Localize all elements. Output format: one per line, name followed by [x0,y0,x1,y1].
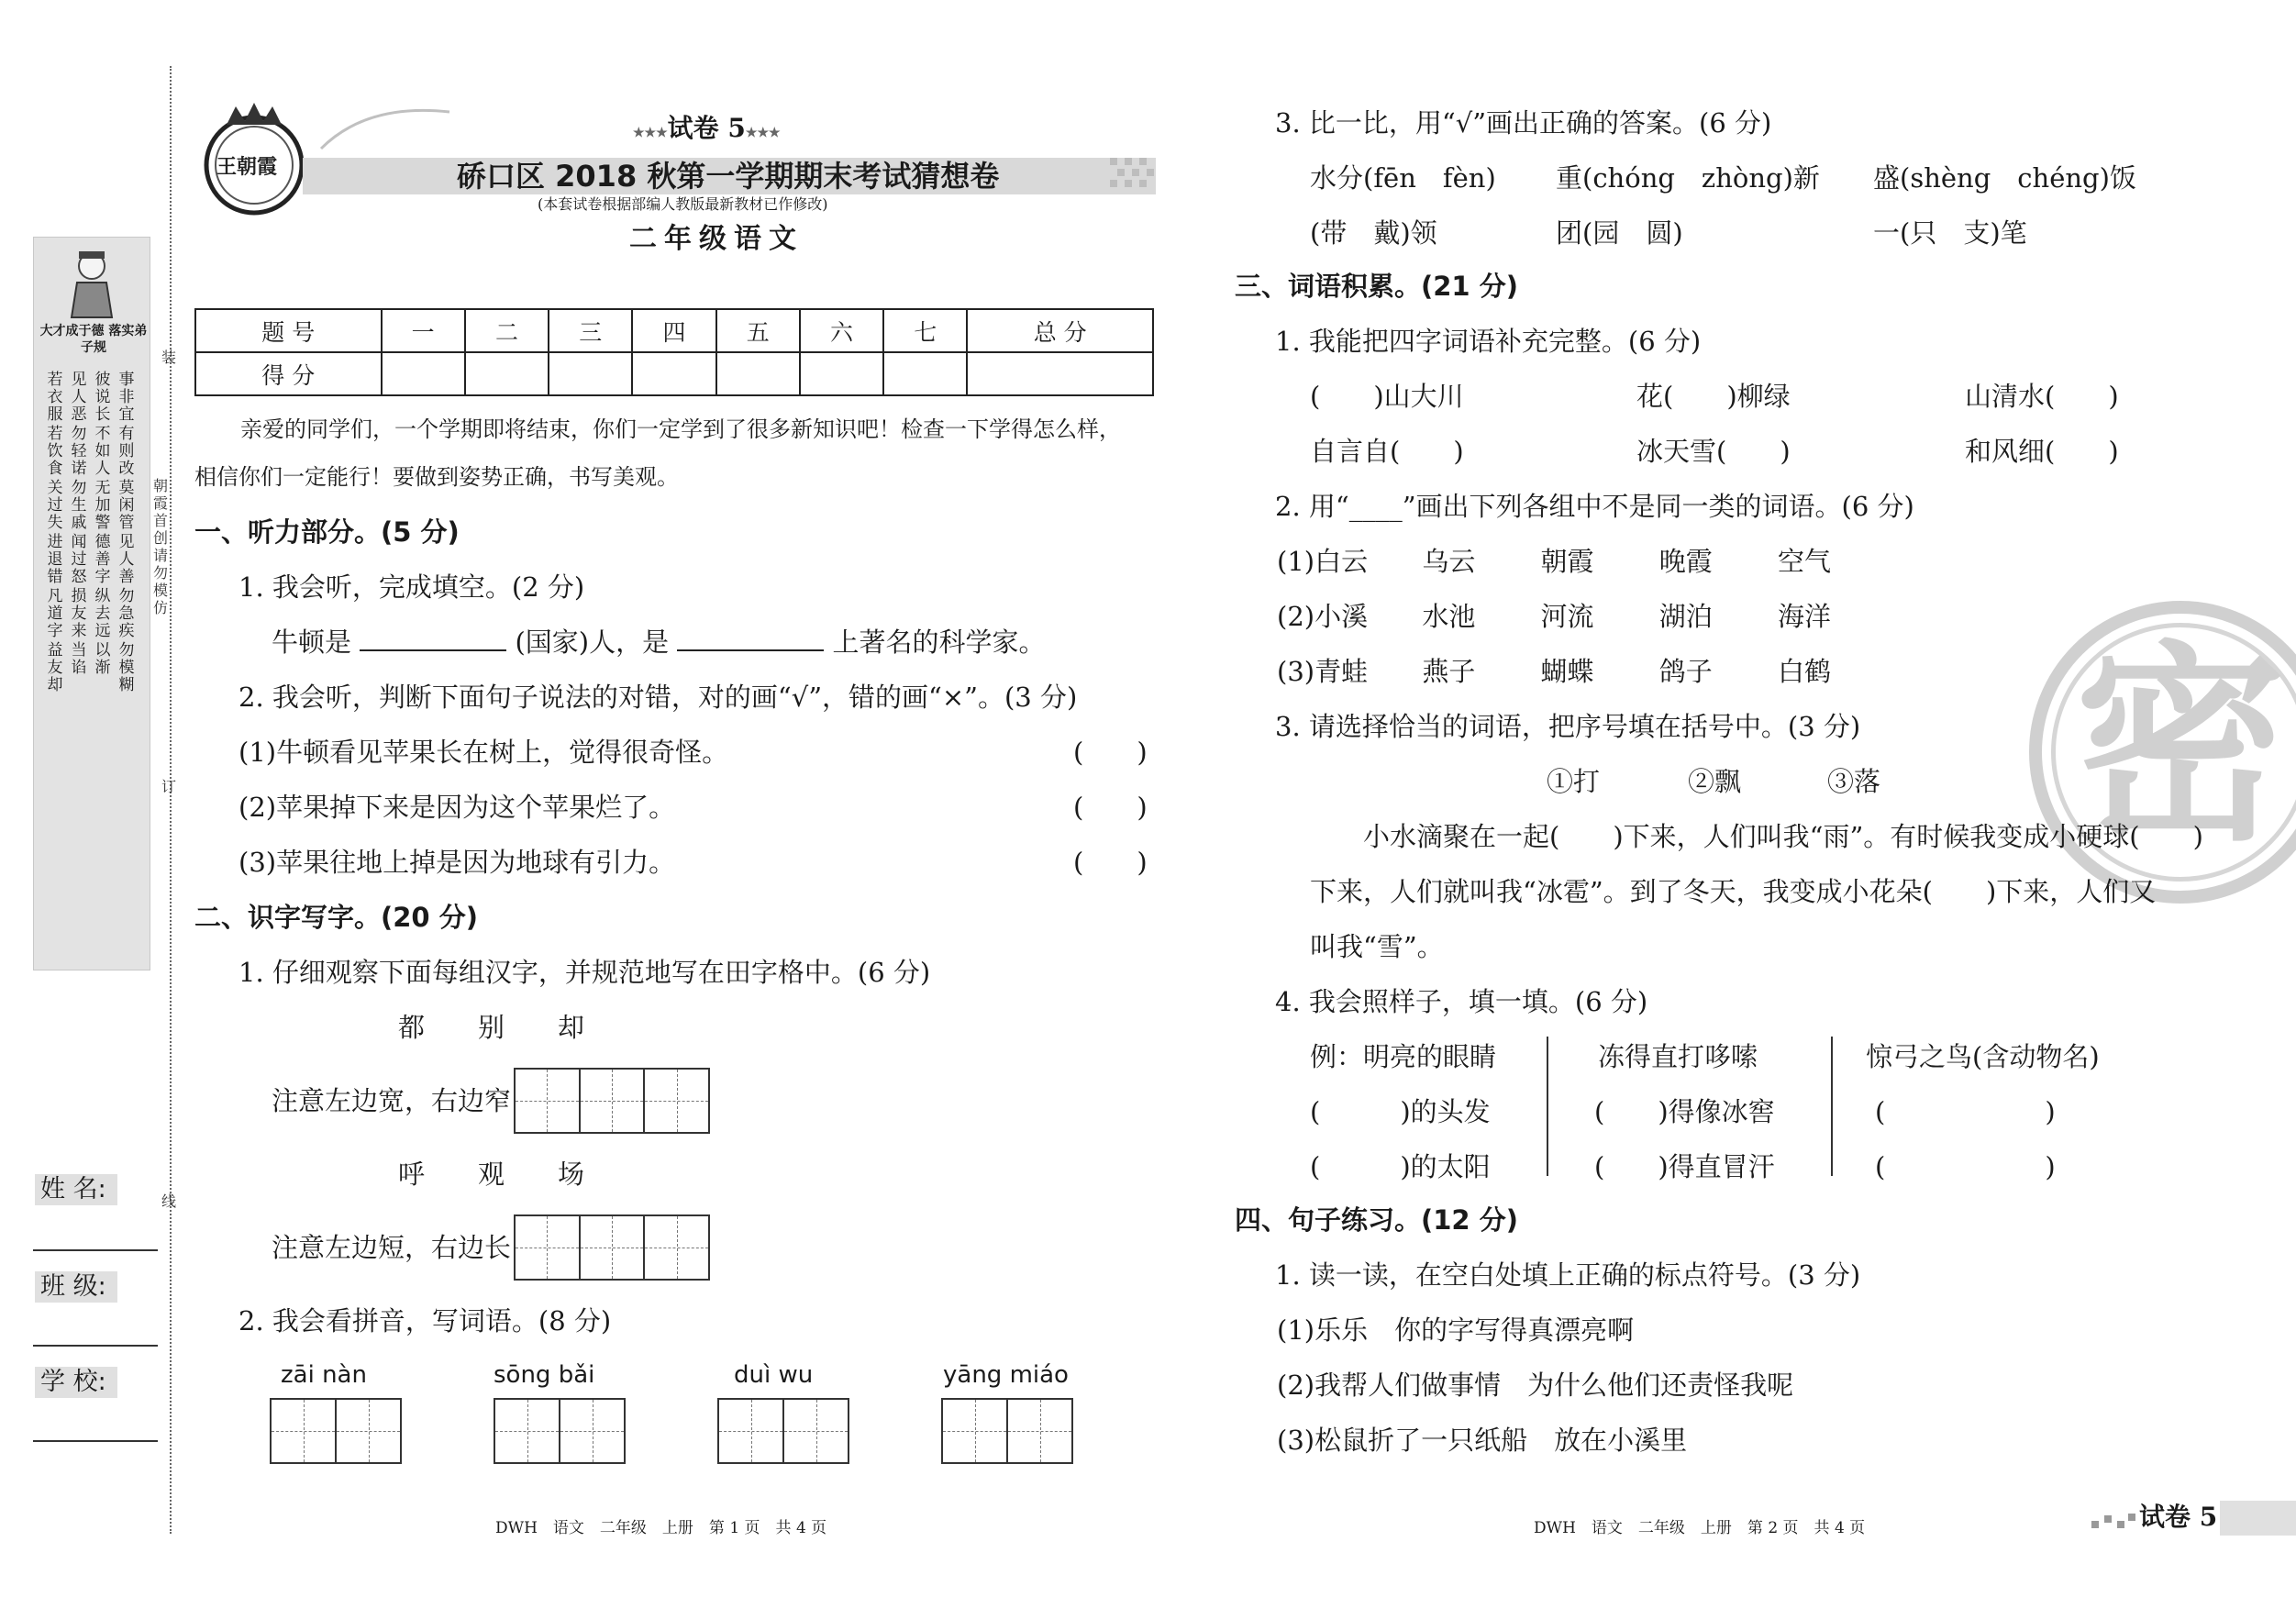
word-item[interactable]: 水池 [1422,601,1476,632]
fill-item[interactable]: ( )得像冰窖 [1594,1096,1775,1127]
judge-item: (3)苹果往地上掉是因为地球有引力。 [238,847,676,878]
s1-q1-text-c: 上著名的科学家。 [832,627,1046,658]
score-cell[interactable] [967,352,1153,395]
fill-item[interactable]: ( )的头发 [1310,1096,1491,1127]
fill-item[interactable]: ( )的太阳 [1310,1151,1491,1182]
pinyin-label: yāng miáo [943,1361,1069,1389]
grid-cell[interactable] [272,1400,337,1462]
rule-text: 无加警 [94,479,111,532]
binding-mark-2: 订 [161,778,177,795]
grid-cell[interactable] [645,1070,708,1132]
s3-q1: 1. 我能把四字词语补充完整。(6 分) [1275,326,1702,357]
compare-item: 团(园 圆) [1556,217,1683,249]
s2-q2: 2. 我会看拼音，写词语。(8 分) [238,1305,612,1336]
rule-text: 纵去远 [94,587,111,640]
binding-mark-1: 装 [161,349,177,366]
sidebar-motto: 大才成于德 落实弟子规 [39,324,148,355]
fill-item[interactable]: ( )得直冒汗 [1594,1151,1775,1182]
rule-text: 事非宜 [118,371,135,424]
word-item[interactable]: 乌云 [1422,546,1476,577]
rule-text: 闻过怒 [71,533,87,586]
idiom-item[interactable]: 冰天雪( ) [1636,436,1791,467]
rule-text: 若饮食 [47,425,63,478]
score-cell[interactable] [549,352,632,395]
score-cell[interactable] [883,352,967,395]
grid-cell[interactable] [495,1400,560,1462]
compare-item: 盛(shèng chéng)饭 [1873,162,2136,194]
intro-line: 相信你们一定能行！要做到姿势正确，书写美观。 [194,464,679,490]
example-item: 例：明亮的眼睛 [1310,1041,1497,1072]
dot-pattern-icon [1110,152,1192,198]
grid-cell[interactable] [943,1400,1008,1462]
grid-cell[interactable] [337,1400,400,1462]
pinyin-grid[interactable] [494,1398,626,1464]
word-item[interactable]: (2)小溪 [1277,601,1369,632]
rule-text: 若衣服 [47,371,63,424]
punctuation-item[interactable]: (3)松鼠折了一只纸船 放在小溪里 [1277,1425,1688,1456]
word-item[interactable]: 燕子 [1422,656,1476,687]
class-field[interactable] [33,1345,158,1347]
option-item: ①打 [1547,766,1601,797]
s1-q1-fill [272,629,1046,656]
ribbon-icon [312,103,459,158]
punctuation-item[interactable]: (1)乐乐 你的字写得真漂亮啊 [1277,1314,1635,1346]
idiom-item[interactable]: 自言自( ) [1310,436,1464,467]
pinyin-grid[interactable] [270,1398,402,1464]
rule-text: 当谄 [71,641,87,677]
judge-answer-paren[interactable]: ( ) [1073,737,1148,768]
passage-line: 叫我“雪”。 [1310,931,1444,962]
grid-cell[interactable] [1008,1400,1071,1462]
char-note-1: 注意左边宽，右边窄 [272,1085,512,1116]
rule-text: 进退错 [47,533,63,586]
s3-q4: 4. 我会照样子，填一填。(6 分) [1275,986,1648,1017]
rule-text: 损友来 [71,587,87,640]
rule-text: 勿轻诺 [71,425,87,478]
rule-text: 莫闲管 [118,479,135,532]
pinyin-label: zāi nàn [281,1361,367,1389]
compare-item: 水分(fēn fèn) [1310,162,1496,194]
judge-answer-paren[interactable]: ( ) [1073,792,1148,823]
class-label: 班 级: [35,1271,117,1303]
score-cell[interactable] [382,352,465,395]
grid-cell[interactable] [516,1070,581,1132]
column-divider [1831,1037,1833,1176]
passage-line: 小水滴聚在一起( )下来，人们叫我“雨”。有时候我变成小硬球( ) [1363,821,2203,852]
judge-item: (1)牛顿看见苹果长在树上，觉得很奇怪。 [238,737,729,768]
confidential-seal-char: 密 [2075,625,2287,870]
score-header-cell: 三 [549,309,632,352]
field-blank[interactable] [677,649,824,651]
word-item[interactable]: 海洋 [1778,601,1832,632]
rule-text: 勿急疾 [118,587,135,640]
rule-text: 有则改 [118,425,135,478]
tianzige-grid[interactable] [514,1068,710,1134]
pinyin-label: sōng bǎi [494,1361,595,1389]
score-table-score-row [195,352,1153,395]
tianzige-grid[interactable] [514,1214,710,1281]
grid-cell[interactable] [645,1216,708,1279]
footer-right: DWH 语文 二年级 上册 第 2 页 共 4 页 [1534,1519,1866,1537]
score-header-cell: 四 [632,309,715,352]
char-group-2: 呼 观 场 [398,1159,585,1190]
binding-mark-3: 线 [161,1192,177,1210]
grid-cell[interactable] [516,1216,581,1279]
s1-q1-text-a: 牛顿是 [272,627,352,658]
subject-title: 二年级语文 [629,223,804,255]
badge-dots-icon [2091,1510,2137,1532]
option-item: ②飘 [1688,766,1742,797]
score-header-cell: 一 [382,309,465,352]
grid-cell[interactable] [581,1070,646,1132]
s2-q3: 3. 比一比，用“√”画出正确的答案。(6 分) [1275,107,1772,139]
score-header-cell: 总 分 [967,309,1153,352]
word-group-row [1277,601,1832,632]
pinyin-label: duì wu [734,1361,814,1389]
compare-item: 一(只 支)笔 [1873,217,2027,249]
example-item: 冻得直打哆嗦 [1598,1041,1758,1072]
section3-title: 三、词语积累。(21 分) [1235,271,1518,302]
word-group-row [1277,546,1832,577]
rule-text: 益友却 [47,641,63,694]
word-item[interactable]: 河流 [1540,601,1594,632]
paper-badge: 试卷 5 [2139,1502,2218,1532]
word-group-row [1277,656,1832,687]
school-label: 学 校: [35,1367,117,1398]
name-label: 姓 名: [35,1174,117,1205]
badge-band [2220,1501,2296,1536]
judge-answer-paren[interactable]: ( ) [1073,847,1148,878]
compare-item: 重(chóng zhòng)新 [1556,162,1820,194]
word-item[interactable]: 晚霞 [1658,546,1713,577]
score-cell[interactable] [716,352,800,395]
s1-q1: 1. 我会听，完成填空。(2 分) [238,571,585,603]
rules-block [44,372,143,959]
pinyin-grid[interactable] [941,1398,1073,1464]
s3-q3: 3. 请选择恰当的词语，把序号填在括号中。(3 分) [1275,711,1861,742]
score-header-cell: 题 号 [195,309,382,352]
rule-text: 以渐 [94,641,111,677]
fill-item[interactable]: ( ) [1875,1096,2056,1127]
compare-item: (带 戴)领 [1310,217,1437,249]
section2-title: 二、识字写字。(20 分) [194,902,478,933]
rule-text: 德善字 [94,533,111,586]
judge-item: (2)苹果掉下来是因为这个苹果烂了。 [238,792,676,823]
score-header-cell: 六 [800,309,883,352]
word-item[interactable]: (3)青蛙 [1277,656,1369,687]
intro-line: 亲爱的同学们，一个学期即将结束，你们一定学到了很多新知识吧！检查一下学得怎么样， [240,416,1121,442]
score-header-cell: 七 [883,309,967,352]
s3-q2: 2. 用“____”画出下列各组中不是同一类的词语。(6 分) [1275,491,1914,522]
passage-line: 下来，人们就叫我“冰雹”。到了冬天，我变成小花朵( )下来，人们又 [1310,876,2157,907]
publisher-logo-text: 王朝霞 [216,155,278,179]
school-field[interactable] [33,1440,158,1442]
column-divider [1547,1037,1548,1176]
idiom-item[interactable]: 花( )柳绿 [1636,381,1791,412]
word-item[interactable]: 湖泊 [1658,601,1713,632]
word-item[interactable]: (1)白云 [1277,546,1369,577]
copyright-note: 朝霞首创 请勿模仿 [152,477,168,616]
rule-text: 不如人 [94,425,111,478]
score-table [194,308,1154,396]
fill-item[interactable]: ( ) [1875,1151,2056,1182]
score-cell[interactable] [800,352,883,395]
grid-cell[interactable] [560,1400,624,1462]
word-item[interactable]: 蝴蝶 [1540,656,1594,687]
option-item: ③落 [1827,766,1881,797]
score-header-cell: 五 [716,309,800,352]
section4-title: 四、句子练习。(12 分) [1235,1204,1518,1236]
score-row-label: 得 分 [195,352,382,395]
name-field[interactable] [33,1249,158,1251]
grid-cell[interactable] [784,1400,848,1462]
scholar-icon [59,246,125,319]
word-item[interactable]: 鸽子 [1658,656,1713,687]
char-group-1: 都 别 却 [398,1012,585,1043]
score-cell[interactable] [632,352,715,395]
idiom-item[interactable]: 和风细( ) [1965,436,2119,467]
footer-left: DWH 语文 二年级 上册 第 1 页 共 4 页 [495,1519,827,1537]
exam-title: 硚口区 2018 秋第一学期期末考试猜想卷 [457,159,1000,194]
rule-text: 勿模糊 [118,641,135,694]
pinyin-grid[interactable] [717,1398,849,1464]
char-note-2: 注意左边短，右边长 [272,1232,512,1263]
binding-line [170,66,172,1534]
punctuation-item[interactable]: (2)我帮人们做事情 为什么他们还责怪我呢 [1277,1370,1794,1401]
exam-subtitle: (本套试卷根据部编人教版最新教材已作修改) [538,195,828,213]
word-item[interactable]: 空气 [1778,546,1832,577]
idiom-item[interactable]: ( )山大川 [1310,381,1464,412]
word-item[interactable]: 白鹤 [1778,656,1832,687]
rule-text: 见人恶 [71,371,87,424]
rule-text: 彼说长 [94,371,111,424]
word-item[interactable]: 朝霞 [1540,546,1594,577]
paper-number: ★★★试卷 5★★★ [633,113,781,143]
s2-q1: 1. 仔细观察下面每组汉字，并规范地写在田字格中。(6 分) [238,957,931,988]
rule-text: 关过失 [47,479,63,532]
score-header-cell: 二 [465,309,549,352]
grid-cell[interactable] [581,1216,646,1279]
section1-title: 一、听力部分。(5 分) [194,516,460,548]
rule-text: 凡道字 [47,587,63,640]
score-table-header-row [195,309,1153,352]
rule-text: 见人善 [118,533,135,586]
idiom-item[interactable]: 山清水( ) [1965,381,2119,412]
score-cell[interactable] [465,352,549,395]
example-item: 惊弓之鸟(含动物名) [1866,1041,2100,1072]
rule-text: 勿生戚 [71,479,87,532]
s4-q1: 1. 读一读，在空白处填上正确的标点符号。(3 分) [1275,1259,1861,1291]
s1-q2: 2. 我会听，判断下面句子说法的对错，对的画“√”，错的画“×”。(3 分) [238,682,1078,713]
s1-q1-text-b: (国家)人，是 [515,627,670,658]
grid-cell[interactable] [719,1400,784,1462]
country-blank[interactable] [360,649,506,651]
